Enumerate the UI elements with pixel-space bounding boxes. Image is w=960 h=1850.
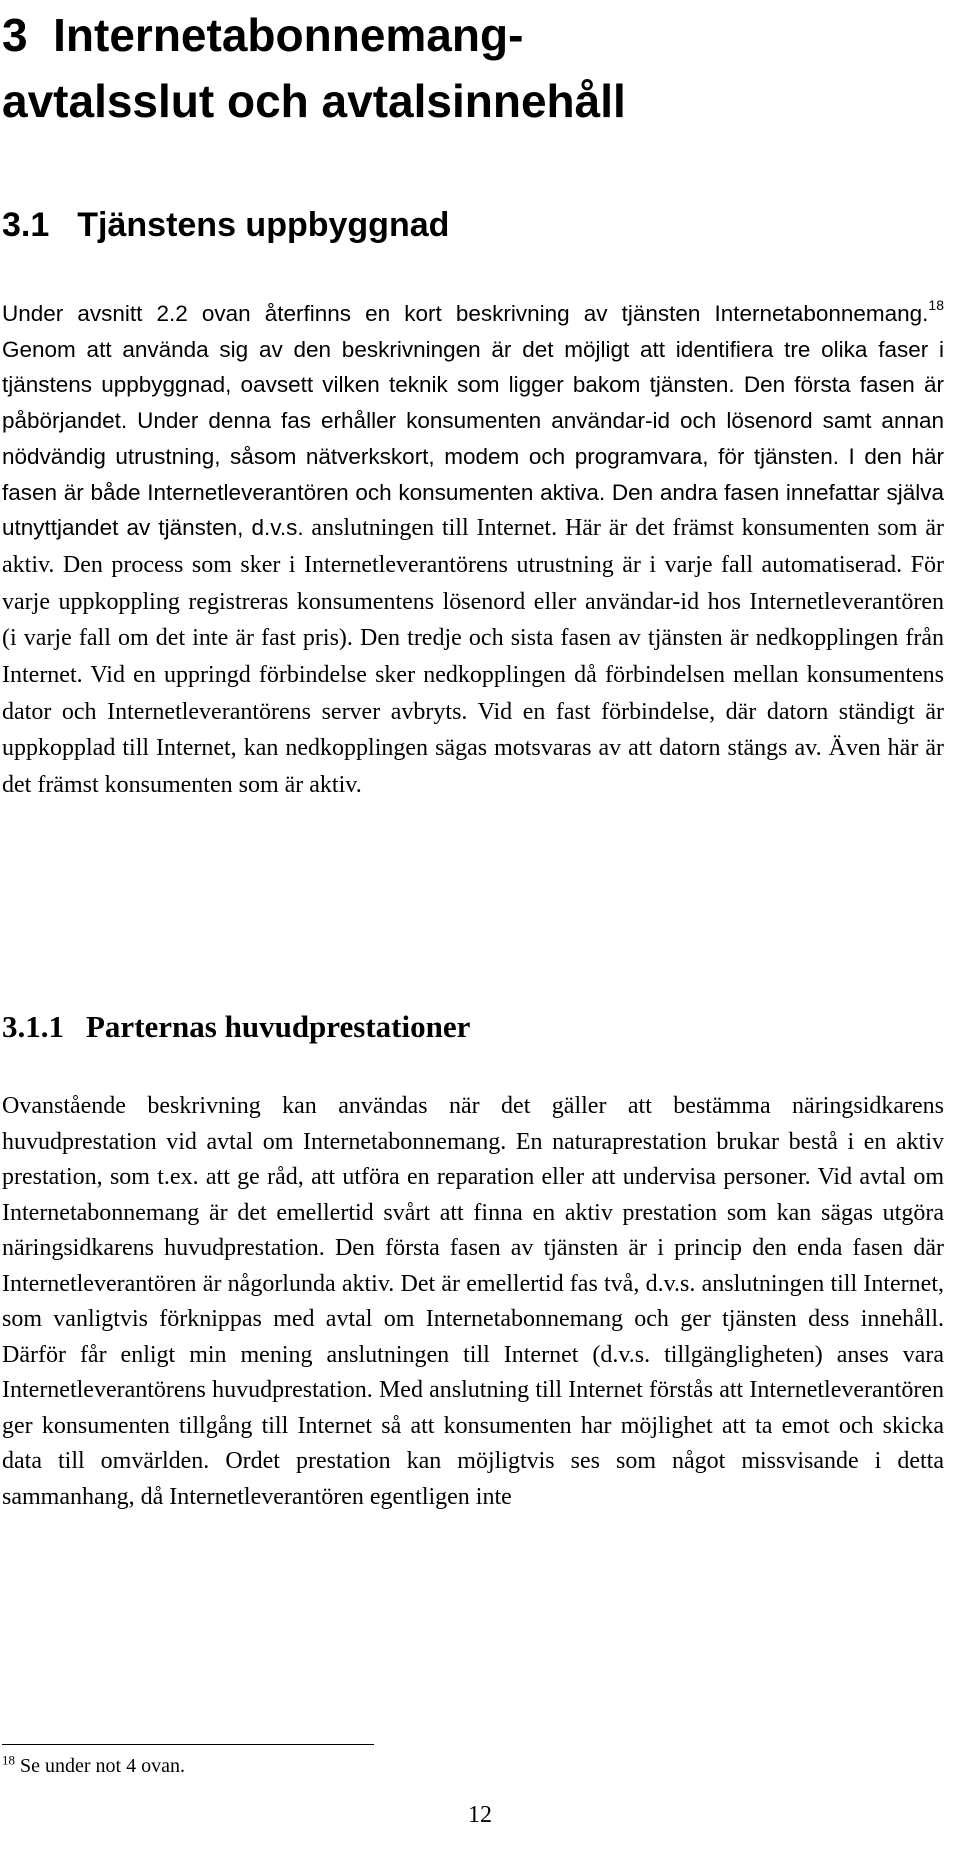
section-title xyxy=(2,203,952,247)
subsection-number: 3.1.1 xyxy=(2,1009,64,1044)
chapter-number: 3 xyxy=(2,9,28,61)
chapter-title-line1: Internetabonnemang- xyxy=(53,9,524,61)
chapter-title-line2: avtalsslut och avtalsinnehåll xyxy=(2,75,626,127)
page-number: 12 xyxy=(468,1802,492,1828)
section-title-text: Tjänstens uppbyggnad xyxy=(77,206,450,244)
subsection-title xyxy=(2,1005,952,1049)
footnote-text: Se under not 4 ovan. xyxy=(15,1755,185,1777)
body-paragraph-2: Ovanstående beskrivning kan användas när det gäller att bestämma näringsidkarens huvudprestation vid avtal om Internetabonnemang. En naturaprestation brukar bestå i en aktiv prestation, som t.ex. att ge råd, att utföra en reparation eller att undervisa personer. Vid avtal om Internetabonnemang är det emellertid svårt att finna en aktiv prestation som kan sägas utgöra näringsidkarens huvudprestation. Den första fasen av tjänsten är i princip den enda fasen där Internetleverantören är någorlunda aktiv. Det är emellertid fas två, d.v.s. anslutningen till Internet, som vanligtvis förknippas med avtal om Internetabonnemang och ger tjänsten dess innehåll. Därför får enligt min mening anslutningen till Internet (d.v.s. tillgängligheten) anses vara Internetleverantörens huvudprestation. Med anslutning till Internet förstås att Internetleverantören ger konsumenten tillgång till Internet så att konsumenten har möjlighet att ta emot och skicka data till omvärlden. Ordet prestation kan möjligtvis ses som något missvisande i detta sammanhang, då Internetleverantören egentligen inte xyxy=(2,1093,944,1510)
footnote xyxy=(2,1752,902,1780)
paragraph-1-text-start: Under avsnitt 2.2 ovan återfinns en kort beskrivning av tjänsten Internetabonnemang. xyxy=(2,301,929,326)
body-paragraph-1 xyxy=(2,296,944,804)
section-number: 3.1 xyxy=(2,206,50,244)
footnote-number: 18 xyxy=(2,1752,15,1768)
chapter-title xyxy=(2,2,952,134)
subsection-title-text: Parternas huvudprestationer xyxy=(86,1009,471,1044)
footnote-reference[interactable]: 18 xyxy=(928,296,944,313)
paragraph-1-text-end: anslutningen till Internet. Här är det främst konsumenten som är aktiv. Den process som sker i Internetleverantörens utrustning är i varje fall automatiserad. För varje uppkoppling registreras konsumentens lösenord eller användar-id hos Internetleverantören (i varje fall om det inte är fast pris). Den tredje och sista fasen av tjänsten är nedkopplingen från Internet. Vid en uppringd förbindelse sker nedkopplingen då förbindelsen mellan konsumentens dator och Internetleverantörens server avbryts. Vid en fast förbindelse, där datorn ständigt är uppkopplad till Internet, kan nedkopplingen sägas motsvaras av att datorn stängs av. Även här är det främst konsumenten som är aktiv. xyxy=(2,515,944,799)
footnote-divider xyxy=(2,1744,374,1745)
paragraph-1-text-middle: Genom att använda sig av den beskrivningen är det möjligt att identifiera tre olika faser i tjänstens uppbyggnad, oavsett vilken teknik som ligger bakom tjänsten. Den första fasen är påbörjandet. Under denna fas erhåller konsumenten användar-id och lösenord samt annan nödvändig utrustning, såsom nätverkskort, modem och programvara, för tjänsten. I den här fasen är både Internetleverantören och konsumenten aktiva. Den andra fasen innefattar själva utnyttjandet av tjänsten, d.v.s. xyxy=(2,336,944,541)
